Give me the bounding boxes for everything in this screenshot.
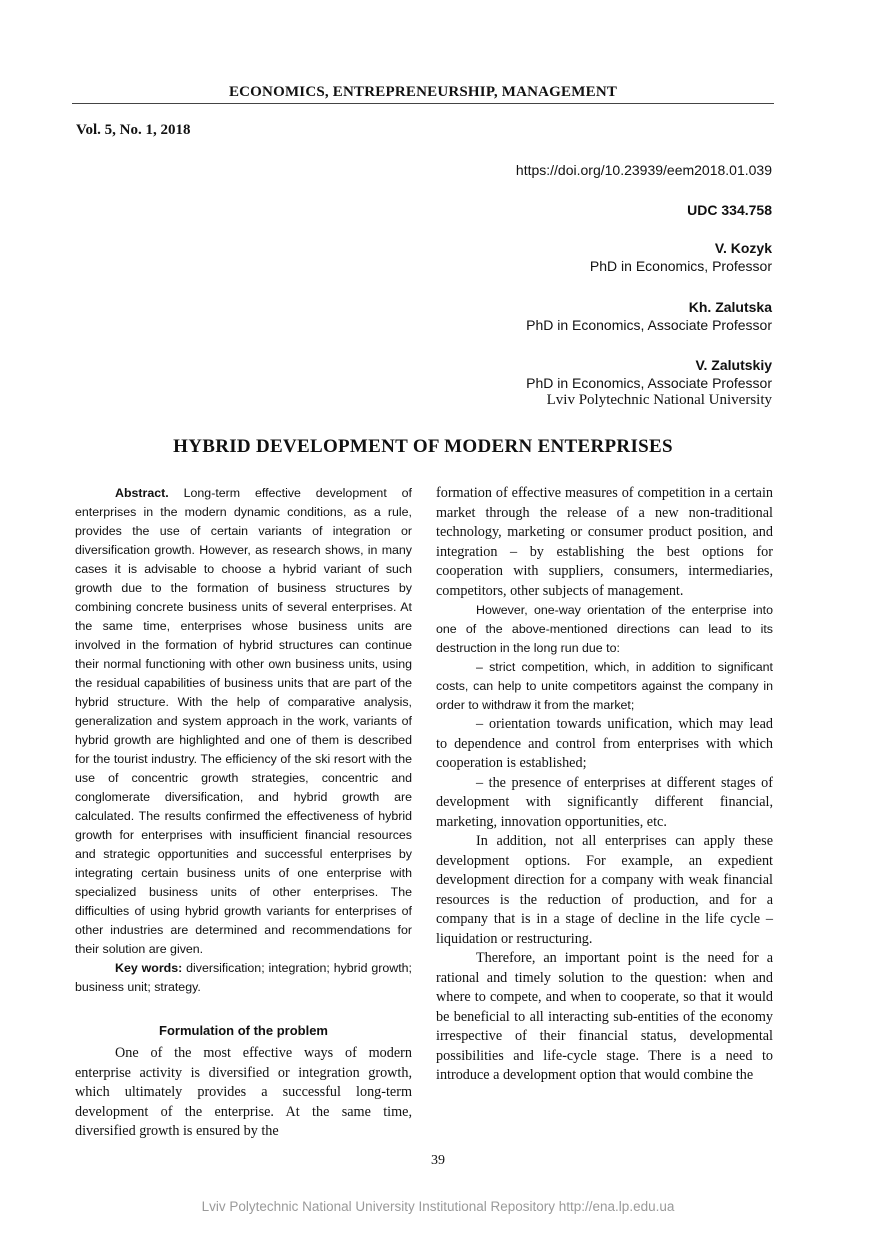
author-name: Kh. Zalutska <box>688 299 772 315</box>
author-block-3 <box>526 357 772 409</box>
journal-title: ECONOMICS, ENTREPRENEURSHIP, MANAGEMENT <box>228 84 618 100</box>
body-paragraph: However, one-way orientation of the enterprise into one of the above-mentioned directions can lead to its destruction in the long run due to: <box>436 603 773 655</box>
volume-info: Vol. 5, No. 1, 2018 <box>76 122 191 138</box>
header-divider <box>72 103 774 104</box>
list-item: – orientation towards unification, which may lead to dependence and control from enterprises with which cooperation is established; <box>436 716 773 771</box>
author-name: V. Kozyk <box>714 240 772 256</box>
section-heading: Formulation of the problem <box>159 1023 328 1038</box>
page-number: 39 <box>431 1153 445 1168</box>
body-paragraph: Therefore, an important point is the need for a rational and timely solution to the question: when and where to compete, and when to cooperate, so that it would be beneficial to all interacting sub-entities of the economy irrespective of their financial status, developmental possibilities and life-cycle stage. There is a need to introduce a development option that would combine the <box>436 950 773 1083</box>
author-degree: PhD in Economics, Professor <box>589 258 772 274</box>
list-item: – strict competition, which, in addition to significant costs, can help to unite competitors against the company in order to withdraw it from the market; <box>436 660 773 712</box>
keywords-text: diversification; integration; hybrid growth; business unit; strategy. <box>75 961 412 994</box>
author-block-2 <box>526 299 772 333</box>
right-column <box>436 484 773 1086</box>
keywords <box>75 959 412 997</box>
author-block-1 <box>590 240 772 274</box>
author-name: V. Zalutskiy <box>695 357 772 373</box>
abstract-text: Long-term effective development of enterprises in the modern dynamic conditions, as a rule, provides the use of certain variants of integration or diversification growth. However, as research shows, in many cases it is advisable to choose a hybrid variant of such growth due to the formation of business structures by combining concrete business units of several enterprises. At the same time, enterprises whose business units are involved in the formation of hybrid structures can continue their normal functioning with other own business units, using the residual capabilities of business units that are part of the hybrid structure. With the help of comparative analysis, generalization and system approach in the work, variants of hybrid growth are highlighted and one of them is described for the tourist industry. The efficiency of the ski resort with the use of concentric growth strategies, concentric and conglomerate diversification, and hybrid growth are calculated. The results confirmed the effectiveness of hybrid growth for enterprises with insufficient financial resources and strategic opportunities and successful enterprises by integrating certain business units of one enterprise with specialized business units of other enterprises. The difficulties of using hybrid growth variants for enterprises of other industries are determined and recommendations for their solution are given. <box>75 486 412 956</box>
author-degree: PhD in Economics, Associate Professor <box>526 317 772 333</box>
abstract-label: Abstract. <box>115 486 169 500</box>
author-affiliation: Lviv Polytechnic National University <box>546 392 772 408</box>
repository-footer[interactable]: Lviv Polytechnic National University Institutional Repository http://ena.lp.edu.ua <box>201 1199 675 1214</box>
udc-code: UDC 334.758 <box>687 202 772 218</box>
body-paragraph: formation of effective measures of competition in a certain market through the release of a new non-traditional technology, marketing or consumer product position, and integration – by establishing the best options for cooperation with suppliers, consumers, intermediaries, competitors, other subjects of management. <box>436 485 773 599</box>
body-paragraph: In addition, not all enterprises can apply these development options. For example, an expedient development direction for a company with weak financial resources is the reduction of production, and for a company that is in a stage of decline in the life cycle – liquidation or restructuring. <box>436 833 773 947</box>
article-title: HYBRID DEVELOPMENT OF MODERN ENTERPRISES <box>173 436 673 457</box>
doi-link[interactable]: https://doi.org/10.23939/eem2018.01.039 <box>515 162 772 178</box>
author-degree: PhD in Economics, Associate Professor <box>526 375 772 391</box>
left-column <box>75 484 412 1142</box>
keywords-label: Key words: <box>115 961 183 975</box>
list-item: – the presence of enterprises at different stages of development with significantly different financial, marketing, innovation opportunities, etc. <box>436 774 773 830</box>
body-paragraph: One of the most effective ways of modern enterprise activity is diversified or integration growth, which ultimately provides a successful long-term development of the enterprise. At the same time, diversified growth is ensured by the <box>75 1045 412 1139</box>
abstract <box>75 484 412 959</box>
